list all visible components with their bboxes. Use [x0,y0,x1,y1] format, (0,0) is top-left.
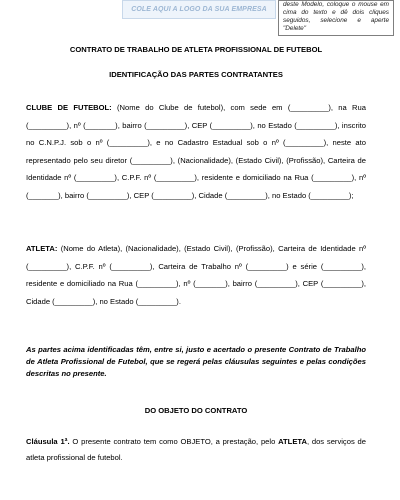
atleta-paragraph [26,240,366,310]
logo-placeholder[interactable] [122,0,276,19]
clause-1-atleta: ATLETA [278,437,307,446]
clause-1 [26,434,366,466]
atleta-label: ATLETA: [26,244,58,253]
atleta-text: (Nome do Atleta), (Nacionalidade), (Estado Civil), (Profissão), Carteira de Identidade nº (_________), C.P.F. nº (_________), Carteira de Trabalho nº (_________) e série (_________), residente e domiciliado na Rua (_________), nº (_______), bairro (_________), CEP (_________), Cidade (_________), no Estado (_________). [26,244,366,306]
clause-1-text-a: O presente contrato tem como OBJETO, a prestação, pelo [72,437,276,446]
clause-1-text-b: , dos serviços de atleta profissional de futebol. [26,437,366,462]
clause-1-label: Cláusula 1ª. [26,437,70,446]
logo-placeholder-text: COLE AQUI A LOGO DA SUA EMPRESA [131,6,267,13]
clube-text: (Nome do Clube de futebol), com sede em (_________), na Rua (_________), nº (_______), bairro (_________), CEP (_________), no Estado (_________), inscrito no C.N.P.J. sob o nº (_________), e no Cadastro Estadual sob o nº (_________), neste ato representado pelo seu diretor (_________), (Nacionalidade), (Estado Civil), (Profissão), Carteira de Identidade nº (_________), C.P.F. nº (_________), residente e domiciliado na Rua (_________), nº (_______), bairro (_________), CEP (_________), Cidade (_________), no Estado (_________); [26,103,366,200]
document-title: CONTRATO DE TRABALHO DE ATLETA PROFISSIONAL DE FUTEBOL [69,45,323,54]
parties-statement: As partes acima identificadas têm, entre si, justo e acertado o presente Contrato de Trabalho de Atleta Profissional de Futebol, que se regerá pelas cláusulas seguintes e pelas condições descritas no presente. [26,345,366,378]
section-parties-heading: IDENTIFICAÇÃO DAS PARTES CONTRATANTES [109,70,283,79]
instruction-hint-box: deste Modelo, coloque o mouse em cima do texto e dê dois cliques seguidos, selecione e aperte "Delete" [278,0,394,36]
clube-label: CLUBE DE FUTEBOL: [26,103,112,112]
section-object-heading: DO OBJETO DO CONTRATO [144,406,248,415]
clube-paragraph [26,99,366,204]
